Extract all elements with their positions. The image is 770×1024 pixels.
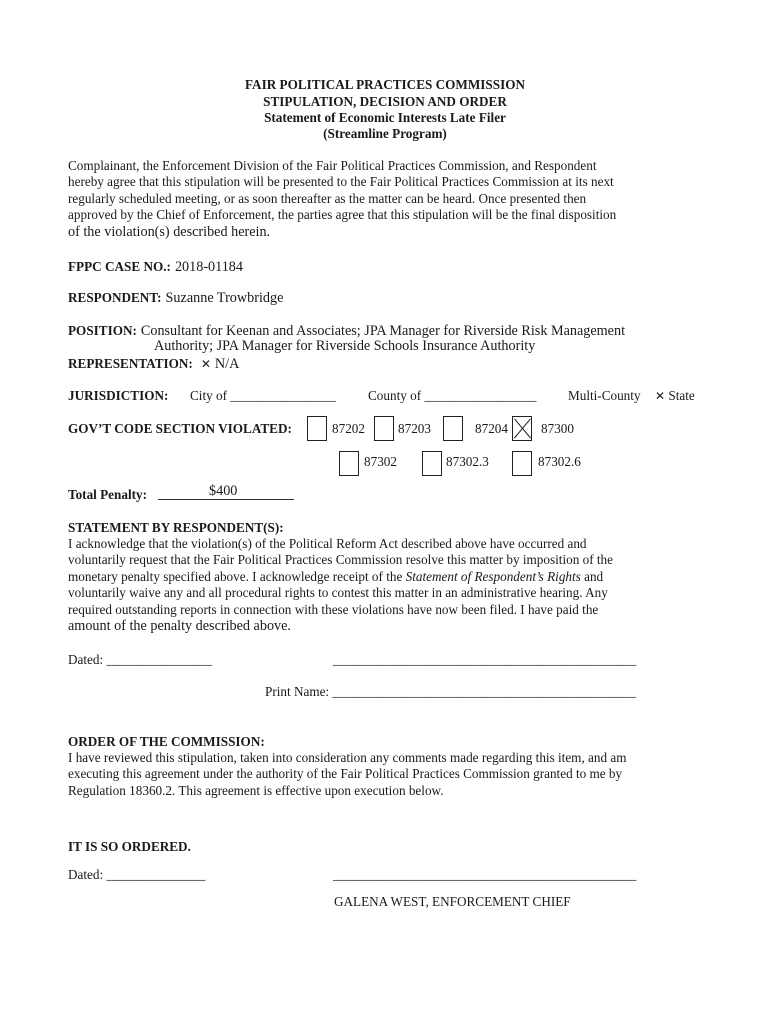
jurisdiction-state-option[interactable]: [655, 388, 695, 404]
checkbox-87204[interactable]: [443, 416, 463, 441]
total-penalty-field[interactable]: $400: [209, 483, 238, 499]
order-line: I have reviewed this stipulation, taken into consideration any comments made regarding this item, and am: [68, 750, 627, 765]
state-x-mark: ✕: [655, 389, 666, 403]
signer-name: GALENA WEST, ENFORCEMENT CHIEF: [334, 894, 571, 909]
statement-line: voluntarily request that the Fair Political Practices Commission resolve this matter by imposition of the: [68, 552, 613, 568]
order-paragraph: [68, 750, 708, 799]
respondent-signature-line[interactable]: ______________________________________________: [333, 652, 637, 667]
respondent-label: RESPONDENT:: [68, 290, 162, 305]
case-number-row: [68, 258, 243, 276]
statement-line: [68, 569, 708, 585]
order-line: executing this agreement under the authority of the Fair Political Practices Commission granted to me by: [68, 766, 623, 782]
code-87203-label: 87203: [398, 421, 431, 436]
document-title: STIPULATION, DECISION AND ORDER: [263, 94, 507, 109]
representation-row: [68, 355, 239, 373]
respondent-rights-title: Statement of Respondent’s Rights: [405, 568, 581, 584]
case-number-label: FPPC CASE NO.:: [68, 259, 171, 274]
state-label: State: [668, 388, 695, 403]
checkbox-87300-checked[interactable]: [512, 416, 532, 441]
intro-line: of the violation(s) described herein.: [68, 223, 271, 240]
position-label: POSITION:: [68, 323, 137, 338]
jurisdiction-label: JURISDICTION:: [68, 388, 169, 403]
chief-signature-line[interactable]: ______________________________________________: [333, 867, 637, 882]
statement-line: voluntarily waive any and all procedural rights to contest this matter in an administrative hearing. Any: [68, 585, 608, 601]
representation-value[interactable]: N/A: [214, 356, 240, 372]
total-penalty-label: Total Penalty:: [68, 487, 148, 502]
jurisdiction-multi-county[interactable]: Multi-County: [568, 388, 641, 403]
checkbox-87202[interactable]: [307, 416, 327, 441]
position-field-line2[interactable]: Authority; JPA Manager for Riverside Schools Insurance Authority: [154, 338, 536, 354]
checkbox-87203[interactable]: [374, 416, 394, 441]
code-87302-label: 87302: [364, 454, 397, 469]
jurisdiction-county-field[interactable]: County of _________________: [368, 388, 537, 403]
commission-title: FAIR POLITICAL PRACTICES COMMISSION: [244, 77, 526, 92]
intro-line: Complainant, the Enforcement Division of the Fair Political Practices Commission, and Respondent: [68, 158, 597, 173]
statement-line: I acknowledge that the violation(s) of the Political Reform Act described above have occurred and: [68, 536, 587, 551]
statement-line: required outstanding reports in connection with these violations have now been filed. I have paid the: [68, 601, 599, 617]
order-line: Regulation 18360.2. This agreement is effective upon execution below.: [68, 782, 444, 798]
so-ordered-heading: IT IS SO ORDERED.: [68, 839, 191, 854]
code-87300-label: 87300: [541, 421, 574, 436]
respondent-row: [68, 289, 283, 307]
jurisdiction-city-field[interactable]: City of ________________: [190, 388, 336, 403]
representation-x-mark[interactable]: ✕: [200, 357, 211, 371]
order-heading: ORDER OF THE COMMISSION:: [68, 734, 265, 749]
intro-paragraph: [68, 158, 708, 240]
code-87204-label: 87204: [475, 421, 508, 436]
respondent-dated-field[interactable]: Dated: ________________: [68, 652, 212, 667]
gov-code-label: GOV’T CODE SECTION VIOLATED:: [68, 421, 292, 436]
case-number-value[interactable]: 2018-01184: [174, 259, 243, 275]
intro-line: hereby agree that this stipulation will be presented to the Fair Political Practices Commission at its next: [68, 174, 614, 190]
code-87202-label: 87202: [332, 421, 365, 436]
checkbox-87302-3[interactable]: [422, 451, 442, 476]
intro-line: regularly scheduled meeting, or as soon thereafter as the matter can be heard. Once presented then: [68, 190, 587, 206]
order-dated-field[interactable]: Dated: _______________: [68, 867, 206, 882]
statement-text: and: [580, 568, 604, 584]
checkbox-87302[interactable]: [339, 451, 359, 476]
code-87302-6-label: 87302.6: [538, 454, 581, 469]
code-87302-3-label: 87302.3: [446, 454, 489, 469]
position-field-line1[interactable]: Consultant for Keenan and Associates; JPA Manager for Riverside Risk Management: [140, 323, 626, 339]
intro-line: approved by the Chief of Enforcement, the parties agree that this stipulation will be the final disposition: [68, 207, 617, 223]
respondent-name-field[interactable]: Suzanne Trowbridge: [165, 290, 284, 306]
statement-paragraph: [68, 536, 708, 634]
statement-text: monetary penalty specified above. I acknowledge receipt of the: [68, 568, 406, 584]
statement-heading: STATEMENT BY RESPONDENT(S):: [68, 520, 284, 535]
document-subtitle: Statement of Economic Interests Late Filer: [264, 110, 506, 125]
representation-label: REPRESENTATION:: [68, 356, 193, 371]
program-name: (Streamline Program): [323, 126, 447, 141]
checkbox-87302-6[interactable]: [512, 451, 532, 476]
print-name-field[interactable]: Print Name: ______________________________________________: [265, 684, 636, 699]
statement-line: amount of the penalty described above.: [68, 618, 291, 635]
